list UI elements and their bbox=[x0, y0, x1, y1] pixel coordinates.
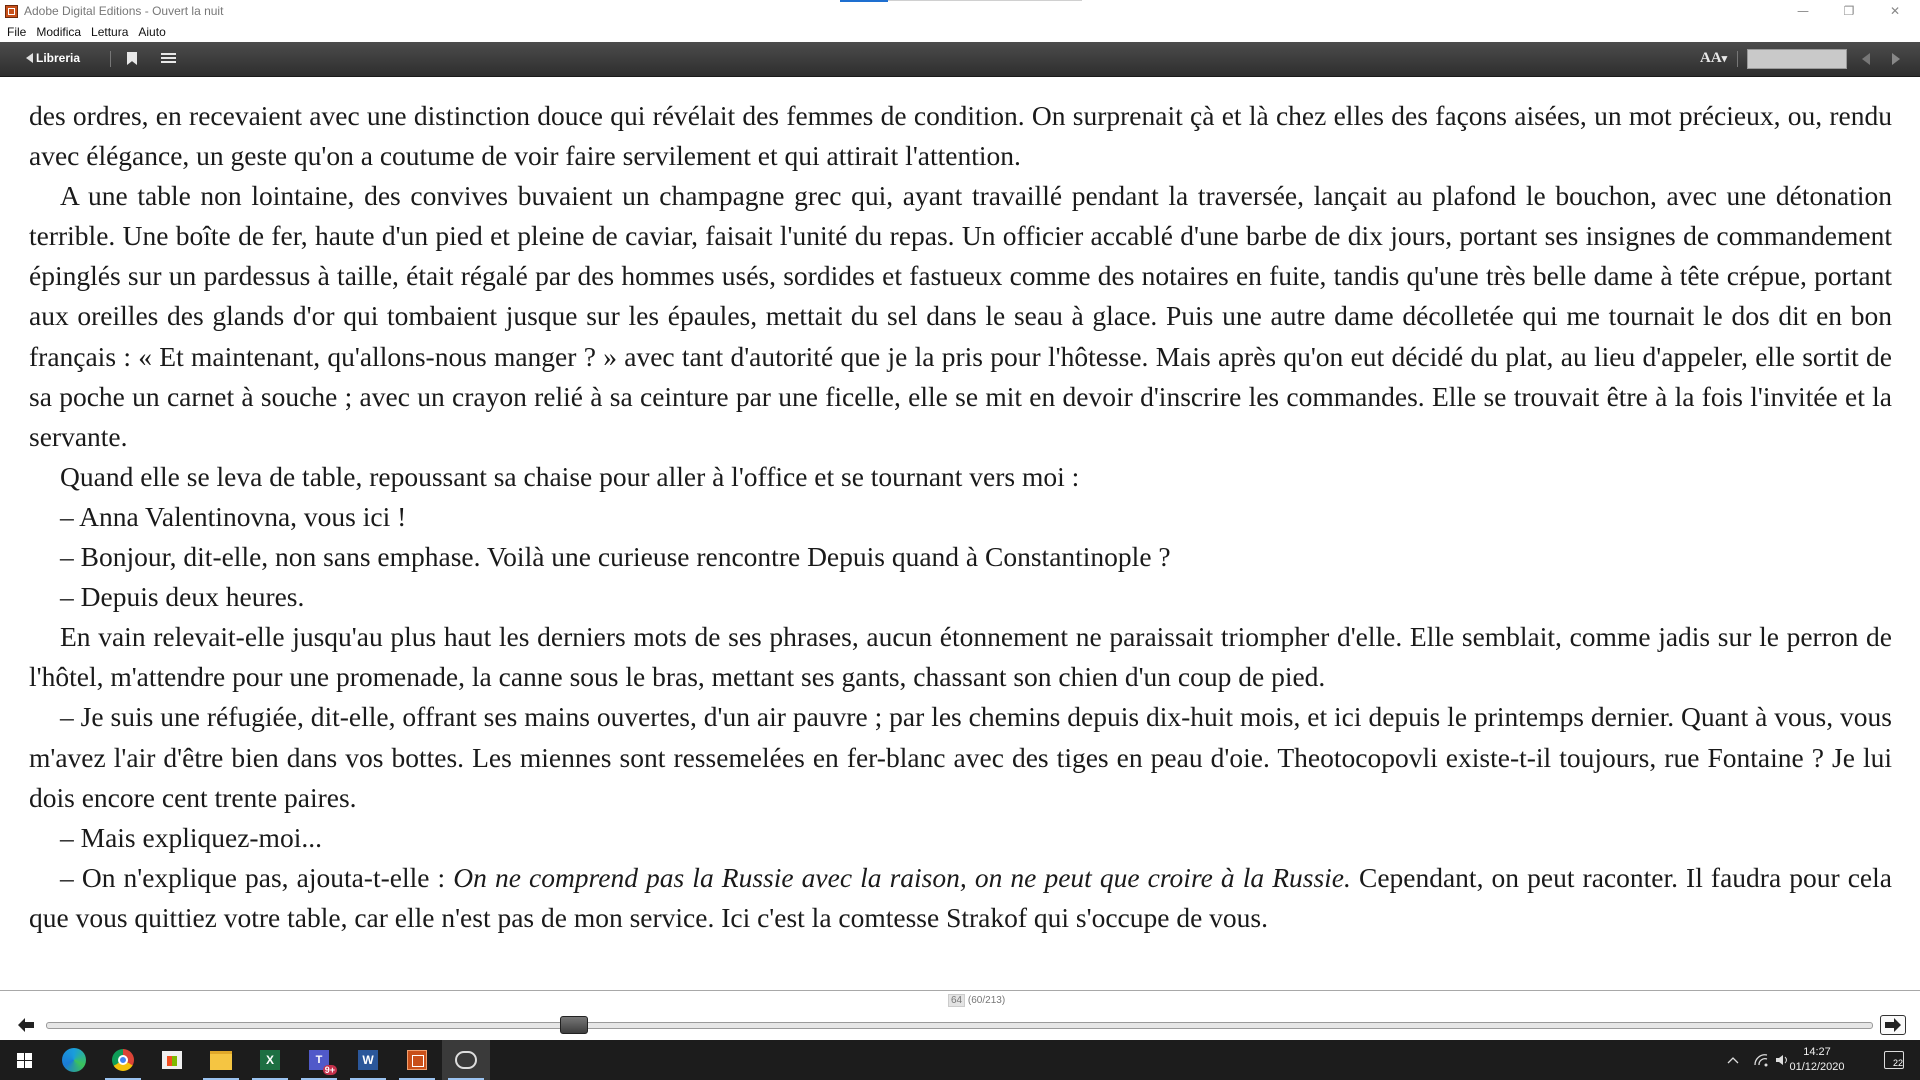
font-size-button[interactable]: AA▾ bbox=[1700, 50, 1728, 66]
notification-count: 22 bbox=[1892, 1058, 1903, 1068]
close-button[interactable]: ✕ bbox=[1889, 4, 1901, 18]
minimize-button[interactable]: — bbox=[1797, 4, 1809, 18]
previous-result-icon[interactable] bbox=[1862, 53, 1870, 65]
paragraph: – Bonjour, dit-elle, non sans emphase. Voilà une curieuse rencontre Depuis quand à Constantinople ? bbox=[60, 541, 1171, 573]
page-scrubber bbox=[0, 990, 1920, 1040]
toolbar-separator bbox=[1737, 51, 1738, 67]
teams-badge: 9+ bbox=[324, 1065, 335, 1075]
menu-modifica[interactable]: Modifica bbox=[36, 25, 82, 39]
title-bar bbox=[0, 0, 1920, 22]
taskbar-chrome[interactable] bbox=[99, 1040, 147, 1080]
paragraph: – Mais expliquez-moi... bbox=[60, 821, 322, 853]
menu-aiuto[interactable]: Aiuto bbox=[138, 25, 166, 39]
font-size-label: AA bbox=[1700, 50, 1722, 66]
italic-quote: On ne comprend pas la Russie avec la raison, on ne peut que croire à la Russie. bbox=[453, 861, 1351, 893]
excel-icon: X bbox=[260, 1050, 280, 1070]
library-button[interactable] bbox=[26, 51, 80, 65]
book-page bbox=[29, 96, 1892, 986]
wifi-icon bbox=[1753, 1053, 1769, 1067]
taskbar-clock[interactable] bbox=[1782, 1045, 1852, 1075]
clock-date: 01/12/2020 bbox=[1789, 1061, 1845, 1073]
titlebar-accent bbox=[840, 0, 888, 2]
paragraph: – Depuis deux heures. bbox=[60, 581, 305, 613]
previous-page-icon[interactable] bbox=[17, 1017, 35, 1033]
photos-icon bbox=[455, 1051, 477, 1069]
menu-bar bbox=[0, 22, 1920, 42]
windows-taskbar bbox=[0, 1040, 1920, 1080]
paragraph: – Anna Valentinovna, vous ici ! bbox=[60, 500, 407, 532]
clock-time: 14:27 bbox=[1803, 1046, 1831, 1058]
page-detail: (60/213) bbox=[967, 995, 1006, 1006]
dialogue-text: – On n'explique pas, ajouta-t-elle : bbox=[60, 861, 454, 893]
start-button[interactable] bbox=[0, 1040, 48, 1080]
next-page-button[interactable] bbox=[1880, 1015, 1906, 1035]
notification-center-icon[interactable] bbox=[1884, 1051, 1904, 1069]
next-page-icon bbox=[1884, 1017, 1902, 1033]
file-explorer-icon bbox=[210, 1051, 232, 1070]
paragraph: A une table non lointaine, des convives buvaient un champagne grec qui, ayant travaillé pendant la traversée, lançait au plafond le bouchon, avec une détonation terrible. Une boîte de fer, haute d'un pied et pleine de caviar, faisait l'unité du repas. Un officier accablé d'une barbe de dix jours, portant ses insignes de commandement épinglés sur un pardessus à taille, était régalé par des hommes usés, sordides et fastueux comme des notaires en fuite, tandis qu'une très belle dame à tête crépue, portant aux oreilles des glands d'or qui tombaient jusque sur les épaules, mettait du sel dans le seau à glace. Puis une autre dame décolletée qui me tournait le dos dit en bon français : « Et maintenant, qu'allons-nous manger ? » avec tant d'autorité que je la pris pour l'hôtesse. Mais après qu'on eut décidé du plat, au lieu d'appeler, elle sortit de sa poche un carnet à souche ; avec un crayon relié à sa ceinture par une ficelle, elle se mit en devoir d'inscrire les commandes. Elle se trouvait être à la fois l'invitée et la servante. bbox=[29, 180, 1892, 452]
page-indicator bbox=[948, 995, 1005, 1006]
current-page: 64 bbox=[948, 994, 965, 1007]
window-title: Adobe Digital Editions - Ouvert la nuit bbox=[24, 4, 224, 18]
taskbar-edge[interactable] bbox=[50, 1040, 98, 1080]
taskbar-excel[interactable] bbox=[246, 1040, 294, 1080]
progress-track[interactable] bbox=[46, 1022, 1873, 1029]
digital-editions-app-icon bbox=[5, 5, 18, 18]
taskbar-photos[interactable] bbox=[442, 1040, 490, 1080]
edge-icon bbox=[62, 1048, 86, 1072]
paragraph: Quand elle se leva de table, repoussant sa chaise pour aller à l'office et se tournant vers moi : bbox=[60, 460, 1080, 492]
reader-toolbar bbox=[0, 42, 1920, 77]
show-hidden-icons[interactable] bbox=[1727, 1040, 1739, 1080]
next-result-icon[interactable] bbox=[1892, 53, 1900, 65]
search-input[interactable] bbox=[1747, 49, 1847, 69]
bookmark-icon[interactable] bbox=[127, 52, 137, 65]
network-status[interactable] bbox=[1753, 1040, 1769, 1080]
progress-thumb[interactable] bbox=[560, 1016, 588, 1034]
restore-button[interactable]: ❐ bbox=[1843, 4, 1855, 18]
table-of-contents-icon[interactable] bbox=[161, 53, 176, 65]
taskbar-file-explorer[interactable] bbox=[197, 1040, 245, 1080]
menu-lettura[interactable]: Lettura bbox=[91, 25, 129, 39]
paragraph-last bbox=[29, 858, 1892, 938]
toolbar-separator bbox=[110, 51, 111, 67]
taskbar-digital-editions[interactable] bbox=[393, 1040, 441, 1080]
taskbar-word[interactable] bbox=[344, 1040, 392, 1080]
teams-icon: T 9+ bbox=[309, 1050, 329, 1070]
digital-editions-icon bbox=[407, 1050, 427, 1070]
taskbar-store[interactable] bbox=[148, 1040, 196, 1080]
store-icon bbox=[162, 1051, 182, 1069]
start-icon bbox=[17, 1053, 32, 1068]
taskbar-teams[interactable] bbox=[295, 1040, 343, 1080]
chrome-icon bbox=[112, 1049, 134, 1071]
titlebar-accent-line bbox=[888, 0, 1082, 1]
chevron-up-icon bbox=[1727, 1056, 1739, 1064]
word-icon: W bbox=[358, 1050, 378, 1070]
library-label: Libreria bbox=[36, 51, 81, 65]
menu-file[interactable]: File bbox=[7, 25, 27, 39]
paragraph: des ordres, en recevaient avec une distinction douce qui révélait des femmes de condition. On surprenait çà et là chez elles des façons aisées, un mot précieux, ou, rendu avec élégance, un geste qu'on a coutume de voir faire servilement et qui attirait l'attention. bbox=[29, 100, 1892, 172]
back-triangle-icon bbox=[26, 53, 33, 63]
dialogue-text: Cependant, on peut raconter. Il faudra pour cela que vous quittiez votre table, car elle n'est pas de mon service. Ici c'est la comtesse Strakof qui s'occupe de vous. bbox=[29, 861, 1892, 933]
paragraph: En vain relevait-elle jusqu'au plus haut les derniers mots de ses phrases, aucun étonnement ne paraissait triompher d'elle. Elle semblait, comme jadis sur le perron de l'hôtel, m'attendre pour une promenade, la canne sous le bras, mettant ses gants, chassant son chien d'un coup de pied. bbox=[29, 621, 1892, 693]
paragraph: – Je suis une réfugiée, dit-elle, offrant ses mains ouvertes, d'un air pauvre ; par les chemins depuis dix-huit mois, et ici depuis le printemps dernier. Quant à vous, vous m'avez l'air d'être bien dans vos bottes. Les miennes sont ressemelées en fer-blanc avec des tiges en peau d'oie. Theotocopovli existe-t-il toujours, rue Fontaine ? Je lui dois encore cent trente paires. bbox=[29, 701, 1892, 813]
